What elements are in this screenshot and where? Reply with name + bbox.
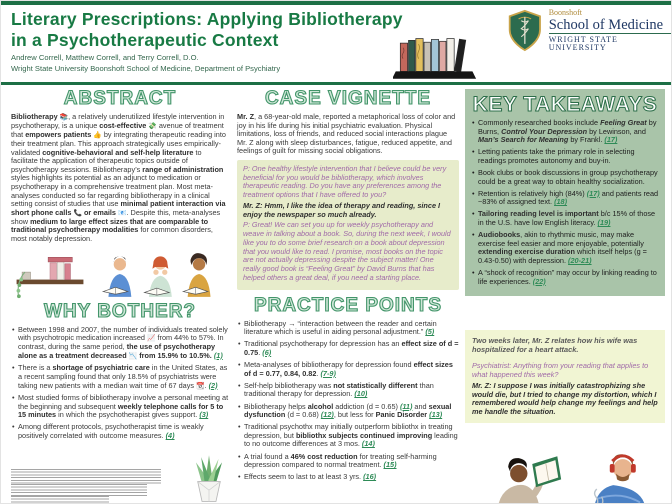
two-people-icon (467, 437, 663, 504)
key-takeaway-bullet: • Commonly researched books include Feeling Great by Burns, Control Your Depression by Lewinson, and Man’s Search for Meaning by Frankl. (17) (471, 119, 659, 145)
abstract-body: Bibliotherapy 📚, a relatively underutilized lifestyle intervention in psychotherapy, is a unique cost-effective 💸 avenue of treatment that empowers patients 👍 by integrating therapeutic reading into their treatment plan. This approach strategically uses empirically-validated cognitive-behavioral and self-help literature to facilitate the application of therapeutic topics outside of psychotherapy sessions. Bibliotherapy’s range of administration styles highlights its potential as an adjunct to medication or psychotherapy in a comprehensive treatment plan. Most meta-analyses conducted so far regarding bibliotherapy in a clinical setting consist of studies that use minimal patient interaction via short phone calls 📞 or emails 📧. Despite this, meta-analyses show medium to large effect sizes that are comparable to traditional psychotherapy modalities for common disorders, most notably depression. (11, 111, 226, 244)
three-readers-icon (97, 248, 229, 300)
dialogue-mr-z: Mr. Z: Hmm, I like the idea of therapy and reading, since I enjoy the newspaper so much already. (243, 200, 441, 219)
poster-title-line2: in a Psychotherapeutic Context (11, 29, 279, 50)
top-green-bar (1, 1, 671, 5)
why-bother-bullet: • Among different protocols, psychotherapist time is weakly positively correlated with outcome measures. (4) (11, 423, 229, 440)
abstract-illustrations (11, 248, 229, 300)
case-vignette-intro: Mr. Z, a 68-year-old male, reported a metaphorical loss of color and joy in his life during his initial psychiatric evaluation. Physical limitations, loss of friends, and reduced social interactions plague Mr. Z along with sleep disturbances, fatigue, reduced appetite, and feelings of guilt for missing social obligations. (237, 111, 456, 156)
case-vignette-heading: CASE VIGNETTE (264, 88, 432, 109)
practice-point-bullet: • Traditional psychotherapy for depression has an effect size of d = 0.75. (6) (237, 340, 459, 357)
key-takeaway-bullet: • Tailoring reading level is important b/c 15% of those in the U.S. have low English literacy. (19) (471, 210, 659, 227)
fine-print-references (11, 469, 161, 504)
potted-plant-icon (189, 451, 229, 504)
key-takeaways-box (465, 89, 665, 296)
shelf-plant-books-icon (11, 248, 89, 300)
practice-point-bullet: • Traditional psychothx may initially outperform bibliothx in treating depression, but bibliothx subjects continued improving leading to no outcome differences at 3 mos. (14) (237, 423, 459, 449)
why-bother-bullet: • Between 1998 and 2007, the number of individuals treated solely with psychotropic medication increased 📈 from 44% to 57%. In contrast, during the same period, the use of psychotherapy alone as a treatment decreased 📉 from 15.9% to 10.5%. (1) (11, 326, 229, 361)
why-bother-bullet: • Most studied forms of bibliotherapy involve a personal meeting at the beginning and subsequent weekly telephone calls for 5 to 15 minutes in which the psychotherapist gives support. (3) (11, 394, 229, 420)
boonshoft-logo (507, 8, 671, 53)
dialogue-psychiatrist: P: Great! We can set you up for weekly psychotherapy and weave in talking about a book. So, during the next week, I would like you to do some brief research on a book about depression that you would like to read. I promise, most books on the topic are not actually depressing despite the subject matter! One really good book is “Feeling Great” by David Burns that has helped others a great deal, if you need a starting place. (243, 220, 451, 282)
key-takeaway-bullet: • Book clubs or book discussions in group psychotherapy could be a great way to obtain healthy socialization. (471, 169, 659, 186)
practice-point-bullet: • Meta-analyses of bibliotherapy for depression found effect sizes of d = 0.77, 0.84, 0.82. (7-9) (237, 361, 459, 378)
practice-points-heading: PRACTICE POINTS (253, 294, 443, 316)
key-takeaway-bullet: • A “shock of recognition” may occur by linking reading to life experiences. (22) (471, 269, 659, 286)
reference-lines (11, 469, 161, 484)
header-divider (1, 82, 671, 85)
case-dialogue-box (237, 160, 459, 290)
references-and-plant (11, 451, 229, 504)
dialogue-psychiatrist: P: One healthy lifestyle intervention that I believe could be very beneficial for you would be bibliotherapy, which involves therapeutic reading. Do you have any preferences among the treatment options that I have offered to you? (243, 163, 447, 200)
practice-point-bullet: • Bibliotherapy helps alcohol addiction (d = 0.65) (11) and sexual dysfunction (d = 0.68) (12), but less for Panic Disorder (13) (237, 403, 459, 420)
logo-wright-state: WRIGHT STATE UNIVERSITY (548, 35, 618, 53)
followup-psychiatrist: Psychiatrist: Anything from your reading that applies to what happened this week? (472, 361, 649, 380)
practice-points-list (237, 320, 459, 482)
why-bother-bullet: • There is a shortage of psychiatric care in the United States, as a recent sampling found that only 18.5% of psychiatrists were taking new patients with a median wait time of 67 days 📆. (2) (11, 364, 229, 390)
poster-authors: Andrew Correll, Matthew Correll, and Terry Correll, D.O. (11, 53, 199, 62)
abstract-heading: ABSTRACT (63, 88, 177, 109)
reference-lines (11, 484, 147, 496)
books-on-shelf-illustration (393, 29, 477, 86)
logo-text (549, 9, 671, 53)
why-bother-list (11, 326, 229, 441)
practice-point-bullet: • Effects seem to last to at least 3 yrs. (16) (237, 473, 459, 482)
followup-mr-z: Mr. Z: I suppose I was initially catastrophizing she would die, but I tried to change my distortion, which I remembered would help change my feelings and help me handle the situation. (472, 380, 658, 417)
logo-boonshoft: Boonshoft (548, 7, 583, 17)
practice-point-bullet: • A trial found a 46% cost reduction for treating self-harming depression compared to normal treatment. (15) (237, 453, 459, 470)
reference-lines (11, 496, 109, 504)
poster-title (11, 9, 406, 50)
reading-writing-scene-illustration (465, 437, 665, 504)
middle-column (237, 89, 459, 485)
logo-school-of-medicine: School of Medicine (549, 18, 671, 35)
poster-affiliation: Wright State University Boonshoft School of Medicine, Department of Psychiatry (11, 64, 281, 73)
case-followup-box (465, 330, 665, 423)
poster-title-line1: Literary Prescriptions: Applying Bibliotherapy (11, 9, 403, 29)
key-takeaway-bullet: • Letting patients take the primary role in selecting readings promotes autonomy and buy-in. (471, 148, 659, 165)
left-column (11, 89, 229, 504)
why-bother-heading: WHY BOTHER? (43, 300, 197, 322)
key-takeaways-heading: KEY TAKEAWAYS (472, 93, 658, 116)
shield-caduceus-icon (507, 8, 543, 53)
practice-point-bullet: • Bibliotherapy → “interaction between the reader and certain literature which is useful in aiding personal adjustment.” (5) (237, 320, 459, 337)
key-takeaway-bullet: • Retention is relatively high (84%) (17) and patients read ~83% of assigned text. (18) (471, 190, 659, 207)
right-column (465, 89, 665, 504)
books-row-icon (393, 29, 477, 81)
followup-narration: Two weeks later, Mr. Z relates how his wife was hospitalized for a heart attack. (472, 335, 638, 355)
key-takeaway-bullet: • Audiobooks, akin to rhythmic music, may make exercise feel easier and more enjoyable, potentially extending exercise duration which itself helps (g = 0.43-0.50) with depression. (20-21) (471, 231, 659, 265)
practice-point-bullet: • Self-help bibliotherapy was not statistically different than traditional therapy for depression. (10) (237, 382, 459, 399)
